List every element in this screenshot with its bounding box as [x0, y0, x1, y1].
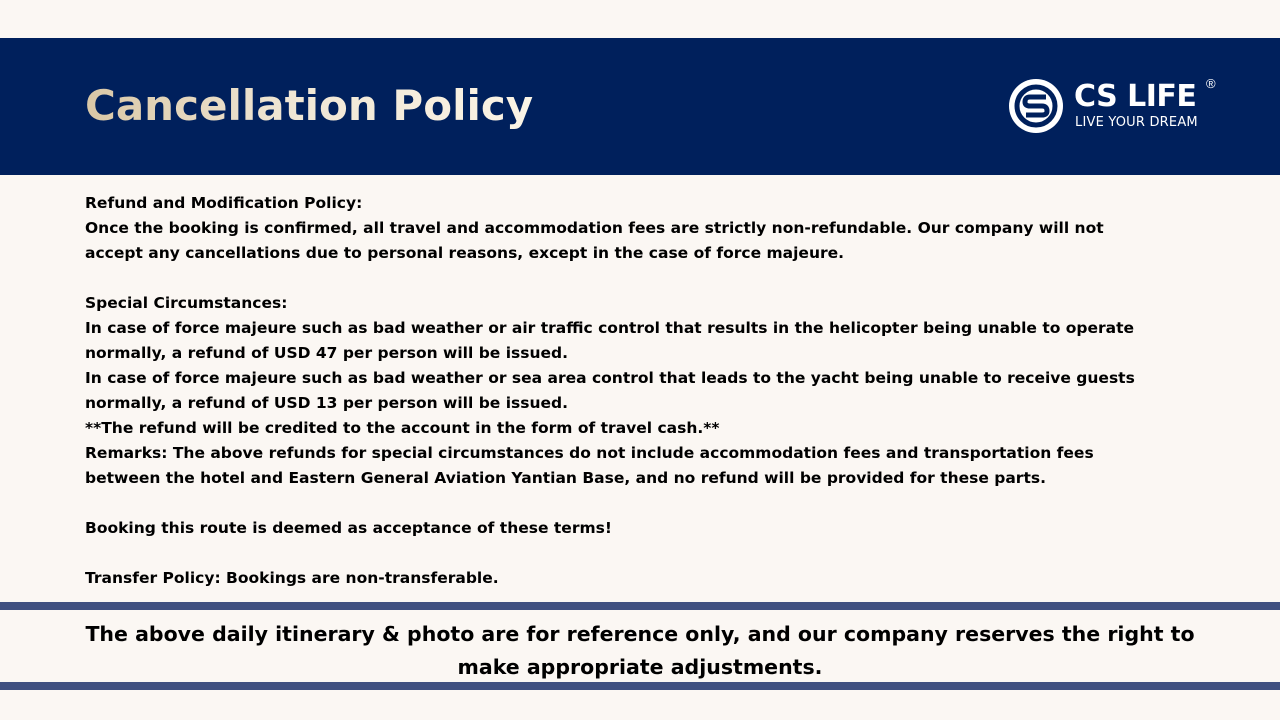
footer-disclaimer	[60, 618, 1220, 684]
disclaimer-line-2: make appropriate adjustments.	[457, 655, 823, 679]
refund-heading: Refund and Modification Policy:	[85, 194, 363, 212]
brand-logo	[1008, 76, 1228, 136]
acceptance-text: Booking this route is deemed as acceptance of these terms!	[85, 519, 612, 537]
special-heading: Special Circumstances:	[85, 294, 288, 312]
brand-name: CS LIFE	[1074, 79, 1197, 114]
remarks-text: Remarks: The above refunds for special circumstances do not include accommodation fees and transportation fees between the hotel and Eastern General Aviation Yantian Base, and no refund will be provided for these parts.	[85, 444, 1094, 487]
cs-life-circle-logo-icon	[1008, 78, 1064, 134]
transfer-policy-text: Transfer Policy: Bookings are non-transferable.	[85, 569, 499, 587]
policy-content	[85, 191, 1145, 591]
disclaimer-line-1: The above daily itinerary & photo are for reference only, and our company reserves the right to	[85, 622, 1195, 646]
refund-text: Once the booking is confirmed, all travel and accommodation fees are strictly non-refundable. Our company will not accept any cancellations due to personal reasons, except in the case of force majeure.	[85, 219, 1104, 262]
registered-mark: ®	[1206, 76, 1216, 91]
footer-bottom-divider	[0, 682, 1280, 690]
page-title: Cancellation Policy	[85, 76, 533, 136]
helicopter-refund-text: In case of force majeure such as bad weather or air traffic control that results in the helicopter being unable to operate normally, a refund of USD 47 per person will be issued.	[85, 319, 1135, 362]
yacht-refund-text: In case of force majeure such as bad weather or sea area control that leads to the yacht being unable to receive guests normally, a refund of USD 13 per person will be issued.	[85, 369, 1135, 412]
credit-note: **The refund will be credited to the account in the form of travel cash.**	[85, 419, 720, 437]
brand-tagline: LIVE YOUR DREAM	[1075, 115, 1198, 130]
footer-top-divider	[0, 602, 1280, 610]
